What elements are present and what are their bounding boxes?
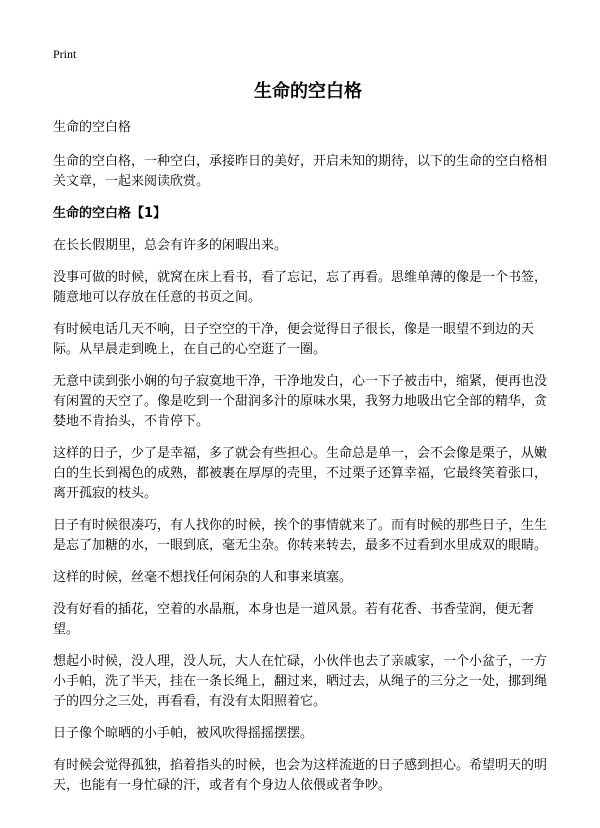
page-title: 生命的空白格 (254, 81, 362, 102)
paragraph: 有时候电话几天不响，日子空空的干净，便会觉得日子很长，像是一眼望不到边的天际。从早晨走到晚上，在自己的心空逛了一圈。 (53, 322, 535, 357)
paragraph: 想起小时候，没人理，没人玩，大人在忙碌，小伙伴也去了亲戚家，一个小盆子，一方小手帕，洗了半天，挂在一条长绳上，翻过来，晒过去，从绳子的三分之一处，挪到绳子的四分之三处，再看看，有没有太阳照着它。 (53, 654, 548, 709)
section-heading: 生命的空白格【1】 (53, 206, 167, 221)
paragraph: 在长长假期里，总会有许多的闲暇出来。 (53, 238, 288, 253)
paragraph: 没有好看的插花，空着的水晶瓶，本身也是一道风景。若有花香、书香莹润，便无奢望。 (53, 602, 535, 637)
paragraph: 这样的日子，少了是幸福，多了就会有些担心。生命总是单一，会不会像是栗子，从嫩白的生长到褐色的成熟，都被裹在厚厚的壳里，不过栗子还算幸福，它最终笑着张口，离开孤寂的枝头。 (53, 446, 548, 501)
paragraph: 没事可做的时候，就窝在床上看书，看了忘记，忘了再看。思维单薄的像是一个书签，随意地可以存放在任意的书页之间。 (53, 270, 548, 305)
paragraph: 日子像个晾晒的小手帕，被风吹得摇摇摆摆。 (53, 726, 314, 741)
paragraph: 无意中读到张小娴的句子寂寞地干净，干净地发白，心一下子被击中，缩紧，便再也没有闲置的天空了。像是吃到一个甜润多汁的原味水果，我努力地吸出它全部的精华，贪婪地不肯抬头，不肯停下。 (53, 374, 548, 429)
paragraph: 有时候会觉得孤独，掐着指头的时候，也会为这样流逝的日子感到担心。希望明天的明天，也能有一身忙碌的汗，或者有个身边人依偎或者争吵。 (53, 758, 548, 793)
print-link[interactable]: Print (53, 47, 77, 61)
document-page (53, 0, 563, 828)
article-subtitle: 生命的空白格 (53, 120, 132, 135)
article-body (53, 118, 559, 808)
paragraph: 日子有时候很凑巧，有人找你的时候，挨个的事情就来了。而有时候的那些日子，生生是忘了加糖的水，一眼到底，毫无尘杂。你转来转去，最多不过看到水里成双的眼睛。 (53, 518, 548, 553)
paragraph: 这样的时候，丝毫不想找任何闲杂的人和事来填塞。 (53, 570, 353, 585)
intro-paragraph: 生命的空白格，一种空白，承接昨日的美好，开启未知的期待，以下的生命的空白格相关文章，一起来阅读欣赏。 (53, 154, 548, 189)
